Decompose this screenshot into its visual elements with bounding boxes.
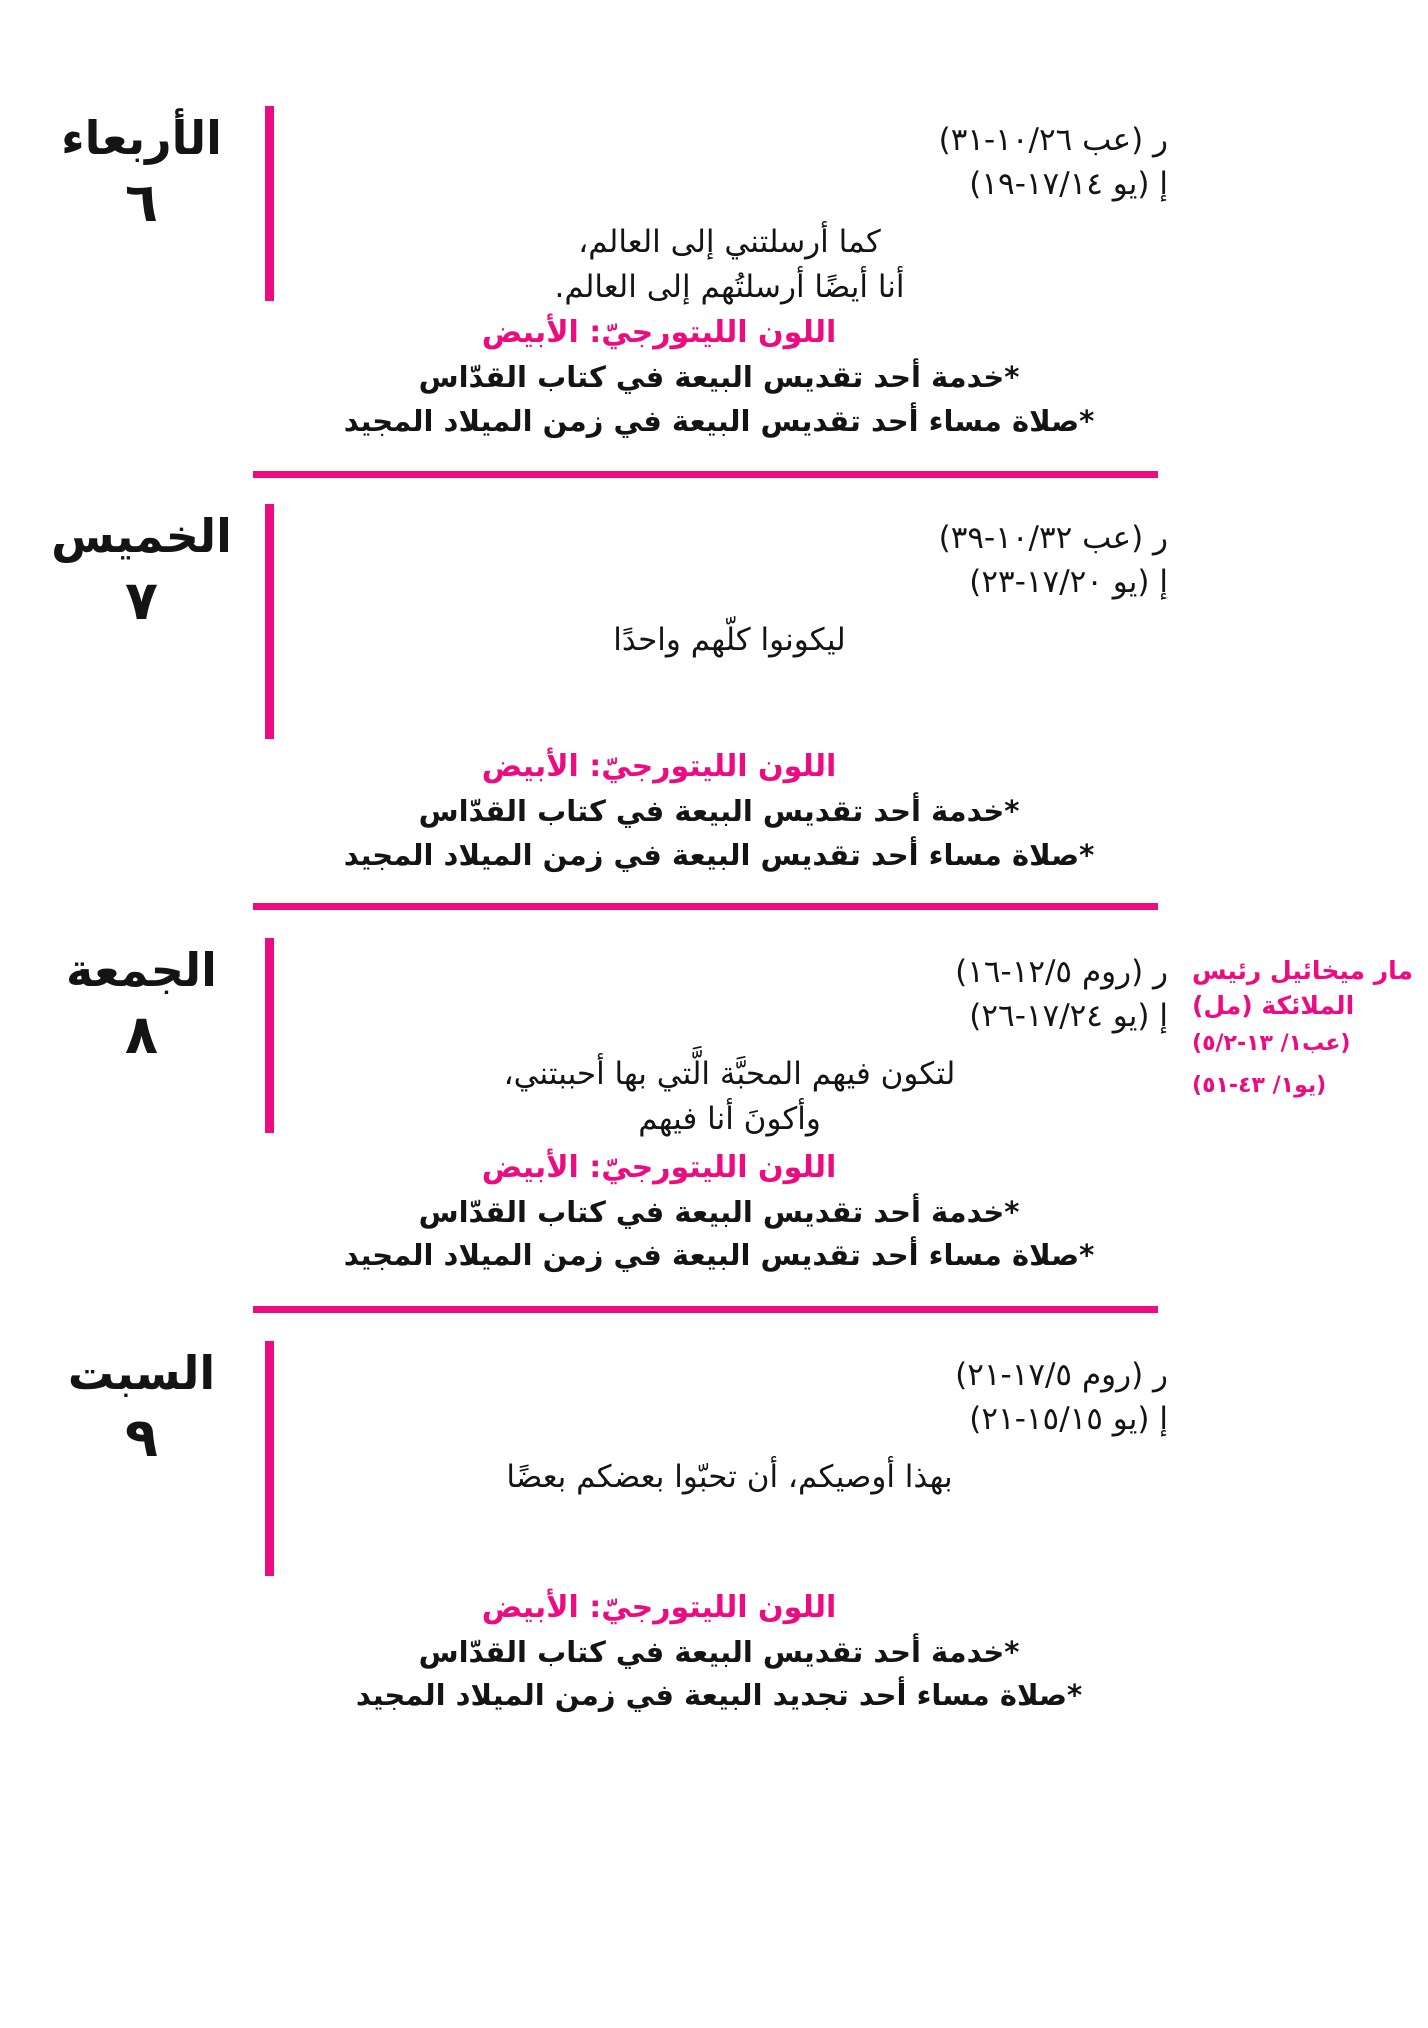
reading-first: ر (روم ١٢/٥-١٦) <box>955 954 1168 990</box>
reading-second: إ (يو ١٧/٢٠-٢٣) <box>969 564 1168 601</box>
day-heading <box>0 928 265 1075</box>
day-divider <box>253 1306 1158 1313</box>
verse-text <box>291 1052 1168 1142</box>
readings-column <box>265 494 1178 709</box>
service-item: *صلاة مساء أحد تقديس البيعة في زمن الميلاد المجيد <box>343 403 1095 438</box>
day-name: السبت <box>67 1345 216 1400</box>
accent-bar <box>265 504 274 739</box>
day-divider <box>253 903 1158 910</box>
service-item: *صلاة مساء أحد تقديس البيعة في زمن الميلاد المجيد <box>343 837 1095 872</box>
day-number: ٨ <box>125 1003 158 1067</box>
service-item: *صلاة مساء أحد تقديس البيعة في زمن الميلاد المجيد <box>343 1238 1095 1273</box>
readings-column <box>265 96 1178 311</box>
liturgical-color: اللون الليتورجيّ: الأبيض <box>481 315 837 350</box>
day-block-wednesday <box>0 0 1428 443</box>
reading-second: إ (يو ١٥/١٥-٢١) <box>969 1400 1168 1437</box>
day-row <box>0 928 1428 1142</box>
liturgical-color: اللون الليتورجيّ: الأبيض <box>481 1149 837 1185</box>
day-footer <box>0 1586 1428 1718</box>
verse-line-1: ليكونوا كلّهم واحدًا <box>613 622 846 659</box>
liturgical-color: اللون الليتورجيّ: الأبيض <box>481 1589 837 1625</box>
day-divider <box>253 471 1158 478</box>
accent-bar <box>265 938 274 1133</box>
verse-text <box>291 220 1168 310</box>
saint-note-title-line-2: الملائكة (مل) <box>1192 990 1355 1020</box>
verse-text <box>291 1455 1168 1500</box>
day-row <box>0 494 1428 709</box>
verse-line-1: لتكون فيهم المحبَّة الَّتي بها أحببتني، <box>503 1056 956 1093</box>
day-number: ٧ <box>125 569 158 633</box>
service-item: *خدمة أحد تقديس البيعة في كتاب القدّاس <box>418 1194 1020 1229</box>
day-name: الأربعاء <box>61 111 222 165</box>
reading-second: إ (يو ١٧/١٤-١٩) <box>969 166 1168 203</box>
verse-text <box>291 618 1168 663</box>
service-item: *خدمة أحد تقديس البيعة في كتاب القدّاس <box>418 794 1020 828</box>
day-footer <box>0 745 1428 877</box>
saint-note-title-line-1: مار ميخائيل رئيس <box>1192 956 1413 985</box>
saint-note-reference-1: (عب١/ ١٣-٥/٢) <box>1192 1031 1351 1056</box>
accent-bar <box>265 106 274 301</box>
day-block-friday <box>0 910 1428 1278</box>
service-item: *خدمة أحد تقديس البيعة في كتاب القدّاس <box>418 1634 1020 1669</box>
day-name: الجمعة <box>66 943 217 997</box>
day-heading <box>0 494 265 641</box>
service-item: *صلاة مساء أحد تجديد البيعة في زمن الميلاد المجيد <box>355 1678 1083 1713</box>
reading-first: ر (روم ١٧/٥-٢١) <box>955 1356 1168 1393</box>
readings-column <box>265 1331 1178 1546</box>
reading-second: إ (يو ١٧/٢٤-٢٦) <box>969 998 1168 1035</box>
verse-line-2: أنا أيضًا أرسلتُهم إلى العالم. <box>554 268 905 305</box>
day-row <box>0 1331 1428 1546</box>
verse-line-2: وأكونَ أنا فيهم <box>638 1100 821 1137</box>
day-name: الخميس <box>51 509 232 563</box>
reading-first: ر (عب ١٠/٢٦-٣١) <box>938 122 1168 158</box>
service-item: *خدمة أحد تقديس البيعة في كتاب القدّاس <box>418 360 1020 394</box>
saint-note-column <box>1178 928 1428 1107</box>
verse-line-1: بهذا أوصيكم، أن تحبّوا بعضكم بعضًا <box>506 1458 953 1495</box>
day-block-thursday <box>0 478 1428 877</box>
liturgical-color: اللون الليتورجيّ: الأبيض <box>481 749 837 784</box>
day-footer <box>0 1146 1428 1278</box>
accent-bar <box>265 1341 274 1576</box>
reading-first: ر (عب ١٠/٣٢-٣٩) <box>938 520 1168 556</box>
day-block-saturday <box>0 1313 1428 1718</box>
saint-note-reference-2: (يو١/ ٤٣-٥١) <box>1192 1072 1327 1098</box>
readings-column <box>265 928 1178 1142</box>
day-footer <box>0 311 1428 443</box>
day-heading <box>0 1331 265 1478</box>
day-row <box>0 96 1428 311</box>
day-heading <box>0 96 265 243</box>
day-number: ٩ <box>125 1406 158 1470</box>
verse-line-1: كما أرسلتني إلى العالم، <box>578 224 881 261</box>
day-number: ٦ <box>125 171 158 235</box>
